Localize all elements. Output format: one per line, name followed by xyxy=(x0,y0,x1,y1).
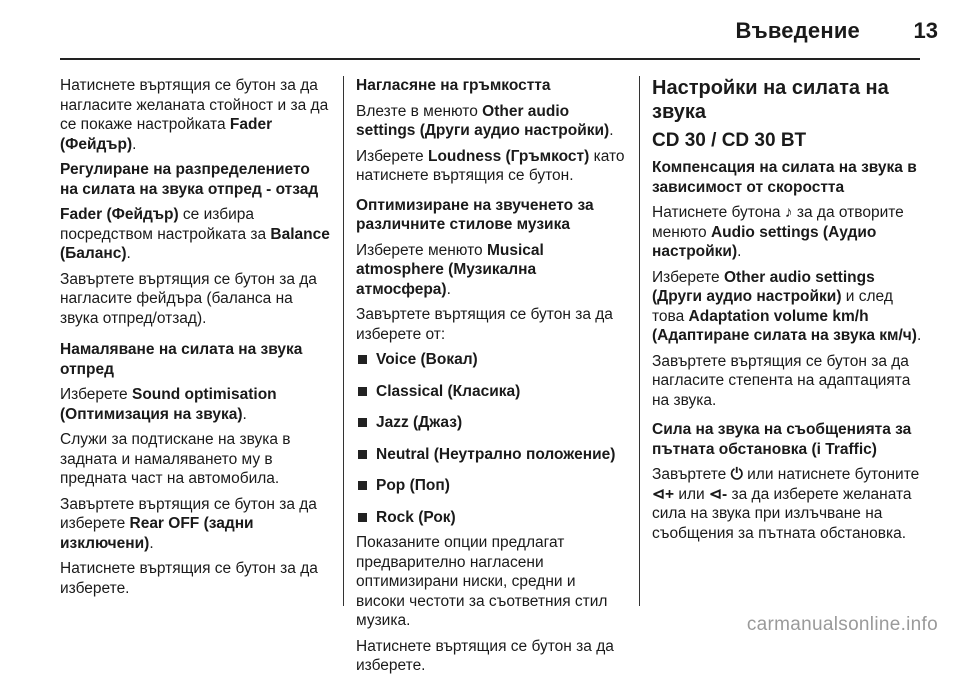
power-knob-icon: ⏻ xyxy=(730,466,743,483)
paragraph: Натиснете въртящия се бутон за да изберете. xyxy=(356,637,614,674)
bullet-icon xyxy=(358,355,367,364)
column-2 xyxy=(356,76,628,682)
section-heading: Компенсация на силата на звука в зависимост от скоростта xyxy=(652,159,917,196)
column-divider xyxy=(343,76,344,606)
list-item: Jazz (Джаз) xyxy=(356,413,628,433)
paragraph: Завъртете въртящия се бутон за да изберете от: xyxy=(356,306,613,343)
section-heading: Сила на звука на съобщенията за пътната обстановка (i Traffic) xyxy=(652,421,912,458)
list-item: Neutral (Неутрално положение) xyxy=(356,445,628,465)
paragraph: Влезте в менюто Other audio settings (Други аудио настройки). xyxy=(356,102,614,139)
bullet-icon xyxy=(358,513,367,522)
paragraph: Изберете Sound optimisation (Оптимизация на звука). xyxy=(60,386,277,423)
column-1 xyxy=(60,76,332,604)
paragraph: Служи за подтискане на звука в задната и намаляването му в предната част на автомобила. xyxy=(60,431,291,487)
bullet-icon xyxy=(358,418,367,427)
paragraph: Завъртете ⏻ или натиснете бутоните ⊲+ или ⊲- за да изберете желаната сила на звука при излъчване на съобщения за пътната обстановка. xyxy=(652,466,920,542)
volume-down-icon: ⊲- xyxy=(709,485,728,503)
paragraph: Изберете менюто Musical atmosphere (Музикална атмосфера). xyxy=(356,241,544,298)
paragraph: Натиснете бутона ♪ за да отворите менюто Audio settings (Аудио настройки). xyxy=(652,204,904,260)
paragraph: Изберете Loudness (Гръмкост) като натиснете въртящия се бутон. xyxy=(356,147,625,184)
section-title: Настройки на силата на звука xyxy=(652,77,889,123)
section-heading: Намаляване на силата на звука отпред xyxy=(60,341,303,378)
paragraph: Изберете Other audio settings (Други аудио настройки) и след това Adaptation volume km/h (Адаптиране силата на звука км/ч). xyxy=(652,268,922,344)
chapter-title: Въведение xyxy=(735,18,860,43)
watermark: carmanualsonline.info xyxy=(746,614,938,635)
list-item: Classical (Класика) xyxy=(356,382,628,402)
paragraph: Завъртете въртящия се бутон за да нагласите степента на адаптацията на звука. xyxy=(652,352,911,409)
header-rule xyxy=(60,58,920,60)
option-list xyxy=(356,350,628,527)
bullet-icon xyxy=(358,481,367,490)
section-heading: Регулиране на разпределението на силата на звука отпред - отзад xyxy=(60,161,319,198)
paragraph: Завъртете въртящия се бутон за да изберете Rear OFF (задни изключени). xyxy=(60,495,317,552)
paragraph: Fader (Фейдър) се избира посредством настройката за Balance (Баланс). xyxy=(60,206,330,262)
music-note-icon: ♪ xyxy=(784,204,793,221)
bullet-icon xyxy=(358,387,367,396)
section-heading: Оптимизиране на звученето за различните стилове музика xyxy=(356,196,594,233)
list-item: Pop (Поп) xyxy=(356,476,628,496)
section-subtitle: CD 30 / CD 30 BT xyxy=(652,130,807,151)
list-item: Voice (Вокал) xyxy=(356,350,628,370)
paragraph: Натиснете въртящия се бутон за да нагласите желаната стойност и за да се покаже настройката Fader (Фейдър). xyxy=(60,77,329,153)
paragraph: Завъртете въртящия се бутон за да нагласите фейдъра (баланса на звука отпред/отзад). xyxy=(60,270,317,327)
paragraph: Натиснете въртящия се бутон за да изберете. xyxy=(60,560,318,597)
column-3 xyxy=(652,76,924,549)
list-item: Rock (Рок) xyxy=(356,508,628,528)
paragraph: Показаните опции предлагат предварително нагласени оптимизирани ниски, средни и високи честоти за съответния стил музика. xyxy=(356,534,608,629)
volume-up-icon: ⊲+ xyxy=(652,485,675,503)
page-number: 13 xyxy=(913,18,938,43)
bullet-icon xyxy=(358,450,367,459)
section-heading: Нагласяне на гръмкостта xyxy=(356,77,551,94)
column-divider xyxy=(639,76,640,606)
